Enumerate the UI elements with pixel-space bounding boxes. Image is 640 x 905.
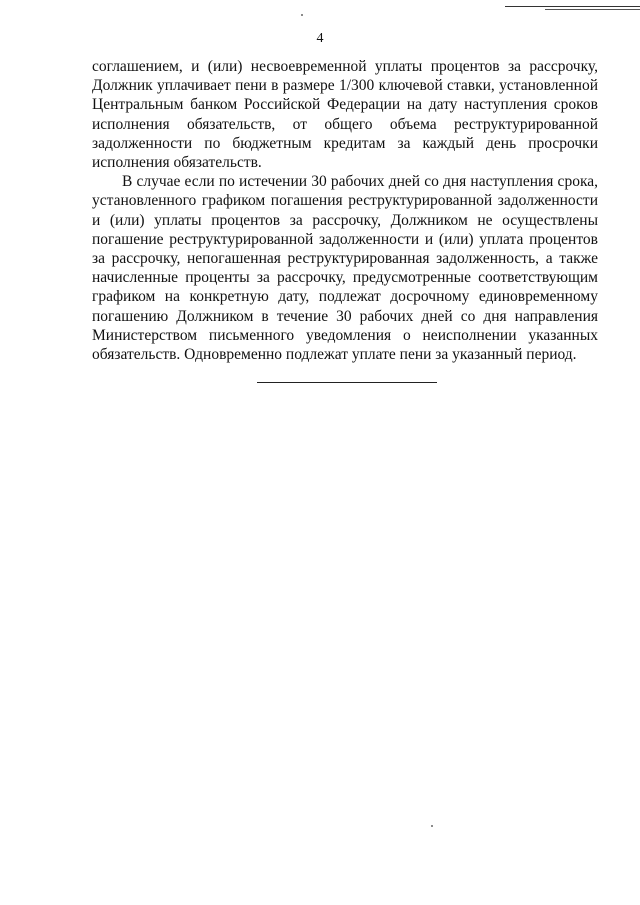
scan-speck — [431, 825, 433, 827]
end-separator-line — [257, 382, 437, 383]
document-body — [92, 57, 598, 364]
scan-speck — [301, 14, 303, 16]
page-number: 4 — [316, 31, 324, 46]
paragraph-early-repayment: В случае если по истечении 30 рабочих дней со дня наступления срока, установленного графиком погашения реструктурированной задолженности и (или) уплаты процентов за рассрочку, Должником не осуществлены погашение реструктурированной задолженности и (или) уплата процентов за рассрочку, непогашенная реструктурированная задолженность, а также начисленные проценты за рассрочку, предусмотренные соответствующим графиком на конкретную дату, подлежат досрочному единовременному погашению Должником в течение 30 рабочих дней со дня направления Министерством письменного уведомления о неисполнении указанных обязательств. Одновременно подлежат уплате пени за указанный период. — [92, 173, 598, 364]
scan-mark — [505, 6, 640, 7]
paragraph-continuation: соглашением, и (или) несвоевременной уплаты процентов за рассрочку, Должник уплачивает пени в размере 1/300 ключевой ставки, установленной Центральным банком Российской Федерации на дату наступления сроков исполнения обязательств, от общего объема реструктурированной задолженности по бюджетным кредитам за каждый день просрочки исполнения обязательств. — [92, 58, 598, 172]
